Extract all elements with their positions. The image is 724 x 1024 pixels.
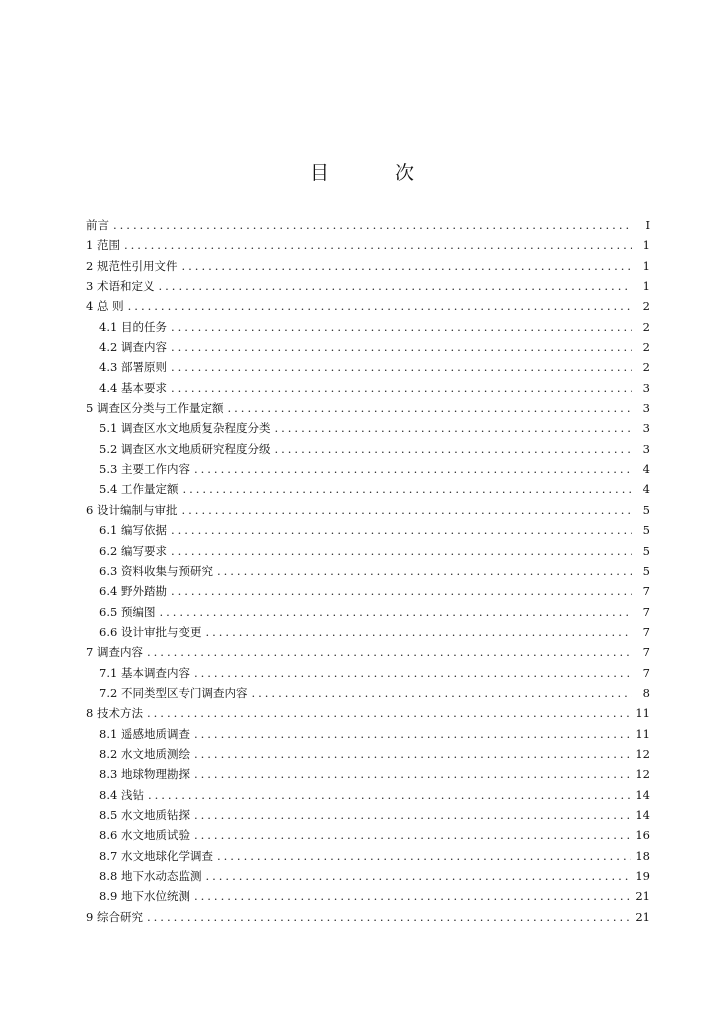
toc-dot-leader xyxy=(217,846,631,866)
toc-entry-page-number: 7 xyxy=(642,604,650,619)
toc-entry-page-number: 2 xyxy=(642,319,650,334)
toc-entry[interactable] xyxy=(86,866,650,886)
toc-dot-leader xyxy=(148,785,631,805)
toc-entry-label: 4.2 调查内容 xyxy=(99,340,167,355)
toc-entry-page-number: 21 xyxy=(635,889,650,904)
toc-entry-label: 5.2 调查区水文地质研究程度分级 xyxy=(99,441,271,456)
toc-entry[interactable] xyxy=(86,459,650,479)
toc-entry[interactable] xyxy=(86,215,650,235)
toc-entry-label: 6.6 设计审批与变更 xyxy=(99,624,202,639)
toc-entry-page-number: 2 xyxy=(642,299,650,314)
toc-entry-label: 7.1 基本调查内容 xyxy=(99,665,190,680)
toc-entry[interactable] xyxy=(86,418,650,438)
toc-entry-page-number: 1 xyxy=(642,279,650,294)
toc-entry[interactable] xyxy=(86,846,650,866)
toc-entry-page-number: 5 xyxy=(642,523,650,538)
toc-entry-page-number: 21 xyxy=(635,909,650,924)
toc-entry[interactable] xyxy=(86,520,650,540)
toc-entry-label: 4.1 目的任务 xyxy=(99,319,167,334)
toc-entry-page-number: 7 xyxy=(642,645,650,660)
toc-dot-leader xyxy=(171,337,632,357)
toc-dot-leader xyxy=(194,886,631,906)
toc-entry-label: 5.1 调查区水文地质复杂程度分类 xyxy=(99,421,271,436)
toc-entry-label: 7 调查内容 xyxy=(86,645,143,660)
toc-entry[interactable] xyxy=(86,907,650,927)
toc-entry-page-number: 7 xyxy=(642,624,650,639)
toc-entry-label: 4.3 部署原则 xyxy=(99,360,167,375)
toc-dot-leader xyxy=(171,541,632,561)
toc-entry[interactable] xyxy=(86,703,650,723)
toc-entry[interactable] xyxy=(86,398,650,418)
toc-entry[interactable] xyxy=(86,378,650,398)
toc-entry-page-number: 2 xyxy=(642,360,650,375)
toc-dot-leader xyxy=(194,825,631,845)
toc-dot-leader xyxy=(147,703,631,723)
toc-dot-leader xyxy=(251,683,632,703)
toc-entry-label: 8.6 水文地质试验 xyxy=(99,828,190,843)
toc-dot-leader xyxy=(147,907,631,927)
toc-entry-page-number: 7 xyxy=(642,665,650,680)
toc-entry-label: 8.1 遥感地质调查 xyxy=(99,726,190,741)
toc-entry[interactable] xyxy=(86,805,650,825)
toc-entry-label: 5.3 主要工作内容 xyxy=(99,462,190,477)
toc-dot-leader xyxy=(124,235,632,255)
toc-dot-leader xyxy=(171,317,632,337)
toc-entry-page-number: 3 xyxy=(642,441,650,456)
toc-entry-page-number: 14 xyxy=(635,807,650,822)
toc-entry-page-number: 1 xyxy=(642,258,650,273)
toc-entry-page-number: 2 xyxy=(642,340,650,355)
toc-entry[interactable] xyxy=(86,622,650,642)
table-of-contents xyxy=(86,215,650,927)
toc-entry[interactable] xyxy=(86,825,650,845)
toc-entry-page-number: 3 xyxy=(642,380,650,395)
toc-entry-page-number: 4 xyxy=(642,482,650,497)
toc-dot-leader xyxy=(147,642,632,662)
toc-entry-label: 1 范围 xyxy=(86,238,120,253)
toc-entry-label: 6 设计编制与审批 xyxy=(86,502,178,517)
toc-entry[interactable] xyxy=(86,724,650,744)
toc-entry-label: 8.3 地球物理勘探 xyxy=(99,767,190,782)
toc-entry-label: 6.1 编写依据 xyxy=(99,523,167,538)
toc-dot-leader xyxy=(171,581,632,601)
toc-entry-page-number: 5 xyxy=(642,563,650,578)
toc-entry-label: 3 术语和定义 xyxy=(86,279,155,294)
toc-entry-page-number: 1 xyxy=(642,238,650,253)
toc-entry-label: 8.5 水文地质钻探 xyxy=(99,807,190,822)
toc-entry-label: 2 规范性引用文件 xyxy=(86,258,178,273)
toc-entry[interactable] xyxy=(86,500,650,520)
toc-entry[interactable] xyxy=(86,296,650,316)
toc-dot-leader xyxy=(159,602,632,622)
toc-entry-label: 6.4 野外踏勘 xyxy=(99,584,167,599)
toc-entry-page-number: 5 xyxy=(642,502,650,517)
toc-dot-leader xyxy=(274,439,632,459)
toc-dot-leader xyxy=(274,418,632,438)
toc-entry-label: 5 调查区分类与工作量定额 xyxy=(86,401,224,416)
toc-entry[interactable] xyxy=(86,256,650,276)
toc-entry[interactable] xyxy=(86,744,650,764)
toc-entry[interactable] xyxy=(86,439,650,459)
toc-entry-label: 8.8 地下水动态监测 xyxy=(99,869,202,883)
toc-entry-page-number: 11 xyxy=(635,706,650,721)
toc-dot-leader xyxy=(194,459,632,479)
toc-entry-page-number: 19 xyxy=(635,869,650,883)
toc-entry-page-number: 16 xyxy=(635,828,650,843)
toc-dot-leader xyxy=(181,500,632,520)
toc-entry-label: 8.4 浅钻 xyxy=(99,787,144,802)
toc-entry-label: 4 总 则 xyxy=(86,299,124,314)
toc-entry[interactable] xyxy=(86,785,650,805)
toc-dot-leader xyxy=(194,805,631,825)
toc-entry[interactable] xyxy=(86,317,650,337)
toc-dot-leader xyxy=(227,398,632,418)
toc-dot-leader xyxy=(181,256,632,276)
toc-entry-page-number: 11 xyxy=(635,726,650,741)
toc-entry[interactable] xyxy=(86,581,650,601)
toc-entry[interactable] xyxy=(86,683,650,703)
toc-entry[interactable] xyxy=(86,886,650,906)
toc-entry-page-number: 7 xyxy=(642,584,650,599)
toc-dot-leader xyxy=(182,479,632,499)
toc-entry-label: 8.7 水文地球化学调查 xyxy=(99,848,213,863)
toc-entry[interactable] xyxy=(86,337,650,357)
toc-dot-leader xyxy=(205,866,631,886)
toc-entry[interactable] xyxy=(86,602,650,622)
toc-entry-page-number: 14 xyxy=(635,787,650,802)
toc-entry[interactable] xyxy=(86,357,650,377)
toc-entry-label: 8.2 水文地质测绘 xyxy=(99,746,190,761)
toc-dot-leader xyxy=(128,296,632,316)
toc-entry-page-number: 8 xyxy=(642,685,650,700)
toc-entry-page-number: 3 xyxy=(642,421,650,436)
page-title: 目 次 xyxy=(309,162,445,184)
toc-entry-label: 7.2 不同类型区专门调查内容 xyxy=(99,685,248,700)
toc-entry-page-number: 18 xyxy=(635,848,650,863)
toc-dot-leader xyxy=(194,663,632,683)
toc-dot-leader xyxy=(194,724,631,744)
toc-entry[interactable] xyxy=(86,642,650,662)
toc-dot-leader xyxy=(158,276,632,296)
toc-entry-label: 9 综合研究 xyxy=(86,909,143,924)
toc-entry-label: 6.3 资料收集与预研究 xyxy=(99,563,213,578)
toc-entry-page-number: 5 xyxy=(642,543,650,558)
toc-entry-label: 6.5 预编图 xyxy=(99,604,156,619)
toc-entry-label: 8.9 地下水位统测 xyxy=(99,889,190,904)
toc-entry-page-number: I xyxy=(645,218,650,232)
toc-dot-leader xyxy=(171,520,632,540)
toc-entry-label: 前言 xyxy=(86,218,109,232)
toc-entry-label: 6.2 编写要求 xyxy=(99,543,167,558)
toc-entry[interactable] xyxy=(86,764,650,784)
toc-dot-leader xyxy=(194,764,631,784)
toc-dot-leader xyxy=(205,622,632,642)
toc-entry[interactable] xyxy=(86,663,650,683)
toc-entry-page-number: 12 xyxy=(635,746,650,761)
toc-entry[interactable] xyxy=(86,235,650,255)
toc-entry[interactable] xyxy=(86,479,650,499)
toc-entry-label: 4.4 基本要求 xyxy=(99,380,167,395)
toc-dot-leader xyxy=(217,561,632,581)
toc-entry[interactable] xyxy=(86,561,650,581)
toc-entry[interactable] xyxy=(86,541,650,561)
toc-entry-page-number: 4 xyxy=(642,462,650,477)
toc-entry[interactable] xyxy=(86,276,650,296)
toc-dot-leader xyxy=(194,744,631,764)
toc-entry-label: 5.4 工作量定额 xyxy=(99,482,179,497)
toc-dot-leader xyxy=(171,378,632,398)
toc-entry-label: 8 技术方法 xyxy=(86,706,143,721)
toc-dot-leader xyxy=(171,357,632,377)
toc-entry-page-number: 12 xyxy=(635,767,650,782)
toc-dot-leader xyxy=(113,215,632,235)
toc-entry-page-number: 3 xyxy=(642,401,650,416)
